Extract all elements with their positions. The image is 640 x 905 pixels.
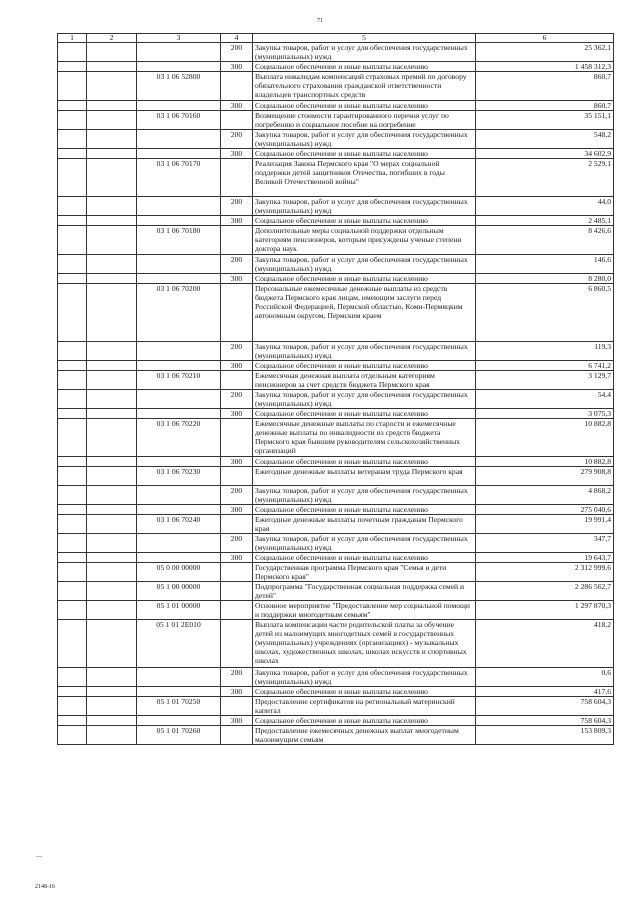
column-header: 4: [221, 34, 253, 43]
table-row: [58, 361, 614, 371]
col2-cell: [87, 216, 137, 226]
footer-code: 2148-16: [35, 884, 55, 890]
col2-cell: [87, 361, 137, 371]
amount-cell: 34 602,9: [476, 149, 614, 159]
col1-cell: [58, 101, 87, 111]
program-code-cell: [137, 255, 221, 274]
col2-cell: [87, 534, 137, 553]
col2-cell: [87, 726, 137, 745]
column-header: 2: [87, 34, 137, 43]
expense-type-cell: 300: [221, 716, 253, 726]
program-code-cell: 05 1 01 70260: [137, 726, 221, 745]
column-header: 3: [137, 34, 221, 43]
col1-cell: [58, 111, 87, 130]
expense-type-cell: [221, 72, 253, 101]
program-code-cell: 05 1 00 00000: [137, 582, 221, 601]
col1-cell: [58, 582, 87, 601]
program-code-cell: [137, 409, 221, 419]
table-row: [58, 534, 614, 553]
amount-cell: 44,0: [476, 197, 614, 216]
col2-cell: [87, 255, 137, 274]
col1-cell: [58, 601, 87, 620]
col2-cell: [87, 284, 137, 342]
col2-cell: [87, 390, 137, 409]
description-cell: Закупка товаров, работ и услуг для обеспечения государственных (муниципальных) нужд: [253, 342, 476, 361]
expense-type-cell: 300: [221, 62, 253, 72]
program-code-cell: [137, 130, 221, 149]
table-row: [58, 159, 614, 197]
col1-cell: [58, 620, 87, 668]
col2-cell: [87, 159, 137, 197]
col1-cell: [58, 255, 87, 274]
col2-cell: [87, 409, 137, 419]
program-code-cell: [137, 274, 221, 284]
col2-cell: [87, 62, 137, 72]
col2-cell: [87, 716, 137, 726]
expense-type-cell: 200: [221, 255, 253, 274]
table-row: [58, 342, 614, 361]
col1-cell: [58, 553, 87, 563]
program-code-cell: 03 1 06 70210: [137, 371, 221, 390]
amount-cell: 10 882,8: [476, 419, 614, 457]
amount-cell: 3 129,7: [476, 371, 614, 390]
amount-cell: 2 312 999,6: [476, 563, 614, 582]
expense-type-cell: 300: [221, 505, 253, 515]
col1-cell: [58, 534, 87, 553]
program-code-cell: [137, 553, 221, 563]
column-header: 6: [476, 34, 614, 43]
amount-cell: 6 741,2: [476, 361, 614, 371]
col2-cell: [87, 274, 137, 284]
table-row: [58, 668, 614, 687]
table-row: [58, 419, 614, 457]
program-code-cell: [137, 342, 221, 361]
amount-cell: 8 426,6: [476, 226, 614, 255]
amount-cell: 3 075,3: [476, 409, 614, 419]
program-code-cell: 05 0 00 00000: [137, 563, 221, 582]
amount-cell: 758 604,3: [476, 716, 614, 726]
program-code-cell: [137, 687, 221, 697]
table-row: [58, 601, 614, 620]
amount-cell: 54,4: [476, 390, 614, 409]
description-cell: Реализация Закона Пермского края "О мерах социальной поддержки детей защитников Отечества, погибших в годы Великой Отечественной войны": [253, 159, 476, 197]
expense-type-cell: 200: [221, 390, 253, 409]
expense-type-cell: [221, 371, 253, 390]
program-code-cell: 03 1 06 70230: [137, 467, 221, 486]
description-cell: Закупка товаров, работ и услуг для обеспечения государственных (муниципальных) нужд: [253, 197, 476, 216]
table-row: [58, 716, 614, 726]
program-code-cell: 03 1 06 70160: [137, 111, 221, 130]
program-code-cell: [137, 216, 221, 226]
table-row: [58, 582, 614, 601]
description-cell: Социальное обеспечение и иные выплаты населению: [253, 687, 476, 697]
description-cell: Выплата компенсации части родительской платы за обучение детей из малоимущих многодетных семей в государственных (муниципальных) учреждениях (организациях) - музыкальных школах, художественных школах, школах искусств и спортивных школах: [253, 620, 476, 668]
program-code-cell: 03 1 06 70200: [137, 284, 221, 342]
col1-cell: [58, 159, 87, 197]
table-row: [58, 687, 614, 697]
amount-cell: 2 485,1: [476, 216, 614, 226]
expense-type-cell: [221, 601, 253, 620]
description-cell: Закупка товаров, работ и услуг для обеспечения государственных (муниципальных) нужд: [253, 130, 476, 149]
description-cell: Социальное обеспечение и иные выплаты населению: [253, 62, 476, 72]
col2-cell: [87, 72, 137, 101]
program-code-cell: [137, 486, 221, 505]
expense-type-cell: 200: [221, 342, 253, 361]
col1-cell: [58, 342, 87, 361]
amount-cell: 153 809,3: [476, 726, 614, 745]
col1-cell: [58, 457, 87, 467]
col2-cell: [87, 457, 137, 467]
expense-type-cell: 300: [221, 101, 253, 111]
column-header: 5: [253, 34, 476, 43]
col2-cell: [87, 515, 137, 534]
table-row: [58, 226, 614, 255]
col1-cell: [58, 130, 87, 149]
col1-cell: [58, 687, 87, 697]
amount-cell: 1 297 870,3: [476, 601, 614, 620]
expense-type-cell: 300: [221, 457, 253, 467]
description-cell: Ежемесячные денежные выплаты по старости и ежемесячные денежные выплаты по инвалидности из средств бюджета Пермского края бывшим руководителям сельскохозяйственных организаций: [253, 419, 476, 457]
expense-type-cell: 300: [221, 149, 253, 159]
expense-type-cell: 300: [221, 216, 253, 226]
expense-type-cell: [221, 419, 253, 457]
table-row: [58, 72, 614, 101]
amount-cell: 275 040,6: [476, 505, 614, 515]
col1-cell: [58, 390, 87, 409]
table-row: [58, 726, 614, 745]
amount-cell: 19 991,4: [476, 515, 614, 534]
col1-cell: [58, 371, 87, 390]
program-code-cell: 05 1 01 70250: [137, 697, 221, 716]
column-header: 1: [58, 34, 87, 43]
program-code-cell: 03 1 06 52800: [137, 72, 221, 101]
program-code-cell: 03 1 06 70180: [137, 226, 221, 255]
table-row: [58, 457, 614, 467]
amount-cell: 35 151,1: [476, 111, 614, 130]
col1-cell: [58, 668, 87, 687]
expense-type-cell: 200: [221, 668, 253, 687]
table-row: [58, 255, 614, 274]
col2-cell: [87, 601, 137, 620]
description-cell: Социальное обеспечение и иные выплаты населению: [253, 216, 476, 226]
description-cell: Персональные ежемесячные денежные выплаты из средств бюджета Пермского края лицам, имеющим заслуги перед Российской Федерацией, Пермской областью, Коми-Пермяцким автономным округом, Пермским краем: [253, 284, 476, 342]
expense-type-cell: 300: [221, 409, 253, 419]
amount-cell: 279 908,8: [476, 467, 614, 486]
expense-type-cell: 200: [221, 534, 253, 553]
col2-cell: [87, 149, 137, 159]
col1-cell: [58, 467, 87, 486]
expense-type-cell: [221, 467, 253, 486]
amount-cell: 119,3: [476, 342, 614, 361]
table-row: [58, 216, 614, 226]
description-cell: Социальное обеспечение и иные выплаты населению: [253, 101, 476, 111]
table-row: [58, 515, 614, 534]
program-code-cell: [137, 390, 221, 409]
page-number: 71: [317, 18, 323, 24]
program-code-cell: 05 1 01 00000: [137, 601, 221, 620]
expense-type-cell: 200: [221, 130, 253, 149]
expense-type-cell: [221, 563, 253, 582]
col1-cell: [58, 216, 87, 226]
table-row: [58, 274, 614, 284]
expense-type-cell: 300: [221, 361, 253, 371]
expense-type-cell: [221, 726, 253, 745]
description-cell: Подпрограмма "Государственная социальная поддержка семей и детей": [253, 582, 476, 601]
description-cell: Закупка товаров, работ и услуг для обеспечения государственных (муниципальных) нужд: [253, 255, 476, 274]
program-code-cell: [137, 101, 221, 111]
amount-cell: 8 280,0: [476, 274, 614, 284]
col2-cell: [87, 553, 137, 563]
col1-cell: [58, 226, 87, 255]
table-row: [58, 467, 614, 486]
col1-cell: [58, 726, 87, 745]
table-row: [58, 390, 614, 409]
expense-type-cell: 200: [221, 197, 253, 216]
description-cell: Предоставление ежемесячных денежных выплат многодетным малоимущим семьям: [253, 726, 476, 745]
table-row: [58, 697, 614, 716]
table-row: [58, 409, 614, 419]
description-cell: Закупка товаров, работ и услуг для обеспечения государственных (муниципальных) нужд: [253, 534, 476, 553]
program-code-cell: [137, 62, 221, 72]
expense-type-cell: [221, 284, 253, 342]
table-row: [58, 149, 614, 159]
col2-cell: [87, 467, 137, 486]
col1-cell: [58, 505, 87, 515]
expense-type-cell: 200: [221, 486, 253, 505]
program-code-cell: [137, 197, 221, 216]
amount-cell: 19 643,7: [476, 553, 614, 563]
amount-cell: 1 458 312,3: [476, 62, 614, 72]
col2-cell: [87, 130, 137, 149]
program-code-cell: [137, 505, 221, 515]
amount-cell: 146,6: [476, 255, 614, 274]
table-row: [58, 284, 614, 342]
amount-cell: 4 868,2: [476, 486, 614, 505]
description-cell: Ежегодные денежные выплаты ветеранам труда Пермского края: [253, 467, 476, 486]
col1-cell: [58, 284, 87, 342]
col1-cell: [58, 515, 87, 534]
col1-cell: [58, 197, 87, 216]
col2-cell: [87, 226, 137, 255]
program-code-cell: 03 1 06 70240: [137, 515, 221, 534]
program-code-cell: [137, 457, 221, 467]
col1-cell: [58, 72, 87, 101]
budget-table: [57, 33, 614, 745]
table-row: [58, 505, 614, 515]
col2-cell: [87, 486, 137, 505]
col2-cell: [87, 668, 137, 687]
description-cell: Закупка товаров, работ и услуг для обеспечения государственных (муниципальных) нужд: [253, 390, 476, 409]
table-row: [58, 130, 614, 149]
program-code-cell: [137, 149, 221, 159]
program-code-cell: 03 1 06 70220: [137, 419, 221, 457]
amount-cell: 2 529,1: [476, 159, 614, 197]
col2-cell: [87, 197, 137, 216]
table-body: [58, 43, 614, 745]
col1-cell: [58, 697, 87, 716]
expense-type-cell: 200: [221, 43, 253, 62]
col2-cell: [87, 687, 137, 697]
col2-cell: [87, 419, 137, 457]
program-code-cell: [137, 43, 221, 62]
description-cell: Возмещение стоимости гарантированного перечня услуг по погребению и социальное пособие на погребение: [253, 111, 476, 130]
expense-type-cell: [221, 697, 253, 716]
margin-mark: —: [36, 854, 42, 860]
program-code-cell: 05 1 01 2Е010: [137, 620, 221, 668]
expense-type-cell: [221, 226, 253, 255]
description-cell: Социальное обеспечение и иные выплаты населению: [253, 457, 476, 467]
table-row: [58, 197, 614, 216]
col1-cell: [58, 563, 87, 582]
col1-cell: [58, 716, 87, 726]
description-cell: Социальное обеспечение и иные выплаты населению: [253, 361, 476, 371]
col2-cell: [87, 697, 137, 716]
col2-cell: [87, 111, 137, 130]
description-cell: Государственная программа Пермского края "Семья и дети Пермского края": [253, 563, 476, 582]
table-row: [58, 371, 614, 390]
col2-cell: [87, 620, 137, 668]
description-cell: Социальное обеспечение и иные выплаты населению: [253, 716, 476, 726]
col1-cell: [58, 409, 87, 419]
amount-cell: 0,6: [476, 668, 614, 687]
description-cell: Дополнительные меры социальной поддержки отдельным категориям пенсионеров, которым присуждены ученые степени доктора наук: [253, 226, 476, 255]
amount-cell: 25 362,1: [476, 43, 614, 62]
expense-type-cell: [221, 515, 253, 534]
description-cell: Социальное обеспечение и иные выплаты населению: [253, 505, 476, 515]
program-code-cell: [137, 361, 221, 371]
table-row: [58, 553, 614, 563]
program-code-cell: [137, 716, 221, 726]
col2-cell: [87, 582, 137, 601]
table-row: [58, 111, 614, 130]
col1-cell: [58, 361, 87, 371]
table-header-row: [58, 34, 614, 43]
program-code-cell: [137, 668, 221, 687]
col2-cell: [87, 371, 137, 390]
col1-cell: [58, 43, 87, 62]
amount-cell: 418,2: [476, 620, 614, 668]
col1-cell: [58, 274, 87, 284]
col2-cell: [87, 342, 137, 361]
program-code-cell: [137, 534, 221, 553]
expense-type-cell: [221, 620, 253, 668]
amount-cell: 860,7: [476, 101, 614, 111]
amount-cell: 10 882,8: [476, 457, 614, 467]
amount-cell: 2 286 562,7: [476, 582, 614, 601]
col2-cell: [87, 563, 137, 582]
col1-cell: [58, 419, 87, 457]
col2-cell: [87, 43, 137, 62]
amount-cell: 417,6: [476, 687, 614, 697]
col2-cell: [87, 505, 137, 515]
description-cell: Социальное обеспечение и иные выплаты населению: [253, 149, 476, 159]
amount-cell: 548,2: [476, 130, 614, 149]
col1-cell: [58, 149, 87, 159]
description-cell: Социальное обеспечение и иные выплаты населению: [253, 409, 476, 419]
expense-type-cell: 300: [221, 553, 253, 563]
expense-type-cell: [221, 159, 253, 197]
description-cell: Предоставление сертификатов на региональный материнский капитал: [253, 697, 476, 716]
description-cell: Закупка товаров, работ и услуг для обеспечения государственных (муниципальных) нужд: [253, 486, 476, 505]
description-cell: Выплата инвалидам компенсаций страховых премий по договору обязательного страхования гражданской ответственности владельцев транспортных средств: [253, 72, 476, 101]
amount-cell: 347,7: [476, 534, 614, 553]
col1-cell: [58, 486, 87, 505]
col1-cell: [58, 62, 87, 72]
description-cell: Социальное обеспечение и иные выплаты населению: [253, 553, 476, 563]
expense-type-cell: 300: [221, 687, 253, 697]
expense-type-cell: [221, 582, 253, 601]
expense-type-cell: [221, 111, 253, 130]
amount-cell: 6 860,5: [476, 284, 614, 342]
table-row: [58, 563, 614, 582]
amount-cell: 758 604,3: [476, 697, 614, 716]
description-cell: Ежемесячная денежная выплата отдельным категориям пенсионеров за счет средств бюджета Пермского края: [253, 371, 476, 390]
program-code-cell: 03 1 06 70170: [137, 159, 221, 197]
expense-type-cell: 300: [221, 274, 253, 284]
amount-cell: 860,7: [476, 72, 614, 101]
description-cell: Закупка товаров, работ и услуг для обеспечения государственных (муниципальных) нужд: [253, 668, 476, 687]
table-row: [58, 62, 614, 72]
description-cell: Социальное обеспечение и иные выплаты населению: [253, 274, 476, 284]
table-row: [58, 620, 614, 668]
table-row: [58, 101, 614, 111]
table-row: [58, 43, 614, 62]
description-cell: Закупка товаров, работ и услуг для обеспечения государственных (муниципальных) нужд: [253, 43, 476, 62]
table-row: [58, 486, 614, 505]
col2-cell: [87, 101, 137, 111]
description-cell: Основное мероприятие "Предоставление мер социальной помощи и поддержки многодетным семьям": [253, 601, 476, 620]
description-cell: Ежегодные денежные выплаты почетным гражданам Пермского края: [253, 515, 476, 534]
